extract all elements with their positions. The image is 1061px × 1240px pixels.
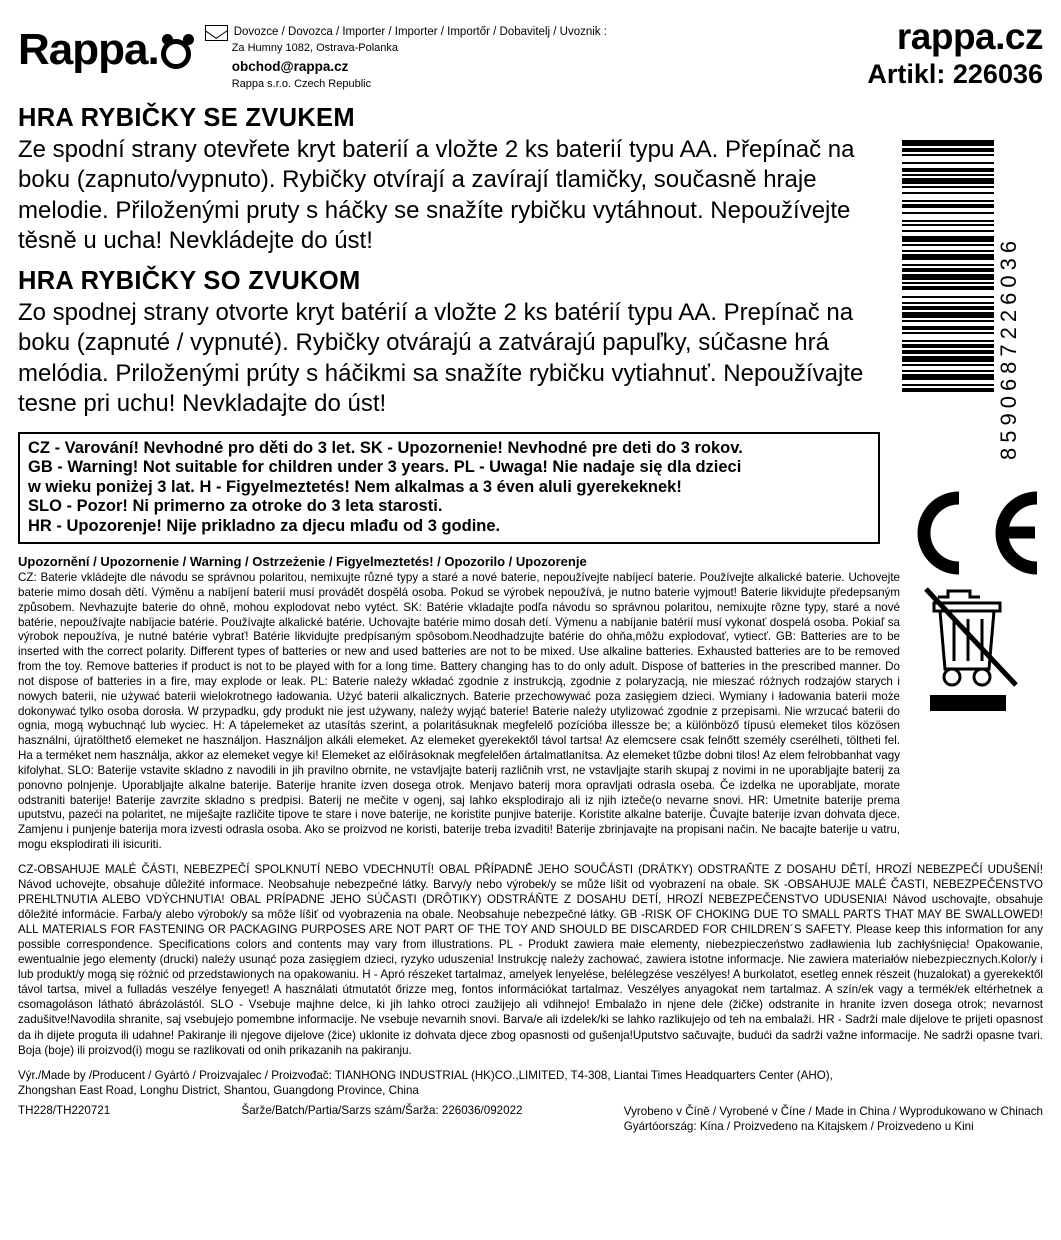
manufacturer-line-2: Zhongshan East Road, Longhu District, Shantou, Guangdong Province, China	[18, 1083, 419, 1097]
battery-warning-text: CZ: Baterie vkládejte dle návodu se správnou polaritou, nemixujte různé typy a staré a nové baterie, nepoužívejte nabíjecí baterie. Používejte alkalické baterie. Uchovejte baterie mimo dosah dětí. Výměnu a nabíjení baterií musí provádět dospělá osoba. Pokud se výrobek nepoužívá, je nutno baterie vyjmout! Baterie likvidujte předepsaným způsobem. Nevhazujte baterie do ohně, mohou explodovat nebo vytéct. SK: Batérie vkladajte podľa návodu so správnou polaritou, nemixujte rôzne typy, staré a nové batérie, nepoužívajte nabíjacie batérie. Používajte alkalické batérie. Uchovajte batérie mimo dosah detí. Výmenu a nabíjanie batérií musí vykonať dospelá osoba. Pokiaľ sa výrobok nepoužíva, je nutné batérie vybrať! Batérie likvidujte predpísaným spôsobom.Neodhadzujte batérie do ohňa,môžu explodovať, vytiecť. GB: Batteries are to be inserted with the correct polarity. Different types of batteries or new and used batteries are not to be mixed. Use alkaline batteries. Exhausted batteries are to be removed from the toy. Remove batteries if product is not to be played with for a long time. Battery changing has to do only adult. Dispose of batteries in the prescribed manner. Do not dispose of batteries in a fire, may explode or leak. PL: Baterie należy wkładać zgodnie z instrukcją, zgodnie z polaryzacją, nie mieszać różnych rodzajów starych i nowych baterii, nie używać baterii wielokrotnego ładowania. Użyć baterii alkalicznych. Baterie przechowywać poza zasięgiem dzieci. Wymiany i ładowania baterii może dokonywać tylko osoba dorosła. W przypadku, gdy produkt nie jest używany, należy wyjąć baterie! Baterie należy utylizować zgodnie z przepisami. Nie wrzucać baterii do ognia, mogą wybuchnąć lub wyciec. H: A tápelemeket az utasítás szerint, a polaritásuknak megfelelő pozícióba illessze be; a különböző típusú elemeket tilos közösen használni, újratölthető elemeket ne használjon. Használjon alkáli elemeket. Az elemeket gyerekektől távol tartsa! Az elemcsere csak felnőtt személy cserélheti, töltheti fel. Ha a terméket nem használja, akkor az elemeket vegye ki! Elemeket az előírásoknak megfelelően ártalmatlanítsa. Az elemeket tűzbe dobni tilos! Az elem felrobbanhat vagy kifolyhat. SLO: Baterije vstavite skladno z navodili in jih pravilno obrnite, ne vstavljajte baterij različnih vrst, ne vstavljajte starih skupaj z novimi in ne uporabljajte baterij za ponovno polnjenje. Uporabljajte alkalne baterije. Baterije hranite izven dosega otrok. Menjavo baterij mora opravljati odrasla oseba. Če izdelka ne uporabljate, morate odstraniti baterije! Baterije zavrzite skladno s predpisi. Baterij ne mečite v ogenj, saj lahko eksplodirajo ali iz njih izteče(o nevarne snovi. HR: Umetnite baterije prema uputstvu, pazeći na polaritet, ne miješajte različite tipove te stare i nove baterije, ne koristite punjive baterije. Koristite alkalne baterije. Čuvajte baterije izvan dohvata djece. Zamjenu i punjenje baterija mora izvesti odrasla osoba. Ako se proizvod ne koristi, baterije treba izvaditi! Baterije zbrinjavajte na propisani način. Ne bacajte baterije u vatru, mogu eksplodirati ili isicuriti.	[18, 571, 900, 851]
instructions-column	[18, 92, 894, 422]
importer-company: Rappa s.r.o. Czech Republic	[231, 78, 372, 91]
brand-logo	[18, 14, 195, 72]
footer-origin-line-2: Gyártóország: Kína / Proizvedeno na Kitajskem / Proizvedeno u Kini	[623, 1119, 974, 1133]
article-number: Artikl: 226036	[867, 58, 1043, 89]
title-sk: HRA RYBIČKY SO ZVUKOM	[18, 266, 361, 295]
footer	[18, 1104, 1043, 1134]
header	[18, 14, 1043, 92]
warning-line-5: HR - Upozorenje! Nije prikladno za djecu mlađu od 3 godine.	[28, 516, 501, 535]
footer-code: TH228/TH220721	[18, 1103, 111, 1117]
paragraph-cz: Ze spodní strany otevřete kryt baterií a vložte 2 ks baterií typu AA. Přepínač na boku (zapnuto/vypnuto). Rybičky otvírají a zavírají tlamičky, současně hraje melodie. Přiloženými pruty s háčky se snažíte rybičku vytáhnout. Nepoužívejte těsně u ucha! Nevkládejte do úst!	[18, 136, 855, 255]
battery-warning-block	[18, 571, 1043, 853]
importer-email: obchod@rappa.cz	[231, 58, 349, 74]
barcode	[902, 140, 1020, 460]
barcode-column	[894, 92, 1043, 460]
importer-address: Za Humny 1082, Ostrava-Polanka	[231, 42, 399, 54]
manufacturer-line-1: Výr./Made by /Producent / Gyártó / Proizvajalec / Proizvođač: TIANHONG INDUSTRIAL (HK)CO.,LIMITED, T4-308, Liantai Times Headquarters Center (AHO),	[18, 1068, 833, 1082]
crossed-out-wheelie-bin-icon	[916, 573, 1036, 723]
bear-head-icon	[161, 35, 195, 69]
ce-mark-icon	[895, 490, 1045, 576]
warning-line-3: w wieku poniżej 3 lat. H - Figyelmeztetés! Nem alkalmas a 3 éven aluli gyerekeknek!	[28, 477, 682, 496]
footer-batch: Šarže/Batch/Partia/Sarzs szám/Šarža: 226036/092022	[241, 1103, 523, 1117]
disposal-icons	[908, 571, 1043, 723]
manufacturer-block	[18, 1068, 1043, 1098]
barcode-digits: 8590687226036	[995, 235, 1021, 460]
importer-label: Dovozce / Dovozca / Importer / Importer / Importőr / Dobavitelj / Uvoznik :	[233, 26, 607, 38]
warning-line-2: GB - Warning! Not suitable for children under 3 years. PL - Uwaga! Nie nadaje się dla dzieci	[28, 458, 742, 477]
importer-block	[195, 14, 868, 93]
choking-warning-text: CZ-OBSAHUJE MALÉ ČÁSTI, NEBEZPEČÍ SPOLKNUTÍ NEBO VDECHNUTÍ! OBAL PŘÍPADNĚ JEHO SOUČÁSTI (DRÁTKY) ODSTRAŇTE Z DOSAHU DĚTÍ, HROZÍ NEBEZPEČÍ UDUŠENÍ! Návod uchovejte, obsahuje důležité informace. Neobsahuje nebezpečné látky. Barvy/y nebo výrobek/y se může lišit od vyobrazení na obale. SK -OBSAHUJE MALÉ ČASTI, NEBEZPEČENSTVO PREHLTNUTIA ALEBO VDÝCHNUTIA! OBAL PRÍPADNE JEHO SÚČASTI (DRÔTIKY) ODSTRÁŇTE Z DOSAHU DETÍ, HROZÍ NEBEZPEČENSTVO UDUSENIA! Návod uschovajte, obsahuje dôležité informácie. Farba/y alebo výrobok/y sa môže líšiť od vyobrazenia na obale. Neobsahuje nebezpečné látky. GB -RISK OF CHOKING DUE TO SMALL PARTS THAT MAY BE SWALLOWED! ALL MATERIALS FOR FASTENING OR PACKAGING PURPOSES ARE NOT PART OF THE TOY AND SHOULD BE DISCARDED FOR CHILDREN´S SAFETY. Please keep this information for any possible correspondence. Specifications colors and contents may vary from illustrations. PL - Produkt zawiera małe elementy, niebezpieczeństwo zadławienia lub zachłyśnięcia! Opakowanie, ewentualnie jego elementy (drucki) należy usunąć poza zasięgiem dzieci, ryzyko uduszenia! Instrukcję należy zachować, zawiera istotne informacje. Nie zawiera materiałów niebezpiecznych.Kolor/y i lub produkt/y mogą się różnić od przedstawionych na opakowaniu. H - Apró részeket tartalmaz, amelyek lenyelése, belélegzése veszélyes! A burkolatot, esetleg ennek részeit (huzalokat) a gyerekektől távol tartsa, mivel a fulladás veszélye fenyeget! A használati útmutatót őrizze meg, fontos információkat tartalmaz. Veszélyes anyagokat nem tartalmaz. A szín/ek vagy a termék/ek eltérhetnek a csomagoláson látható ábrázolástól. SLO - Vsebuje majhne delce, ki jih lahko otroci zaužijejo ali vdihnejo! Embalažo in njene dele (žičke) odstranite in hranite izven dosega otrok; nevarnost zadušitve!Navodila shranite, saj vsebujejo pomembne informacije. Ne vsebuje nevarnih snovi. Barva/e ali izdelek/ki se lahko razlikujejo od teh na embalaži. HR - Sadrži male dijelove te prijeti opasnost da ih dijete proguta ili udahne! Pakiranje ili njegove dijelove (žice) uklonite iz dohvata djece zbog opasnosti od gušenja!Uputstvo sačuvajte, budući da sadrži važne informacije. Ne sadrži opasne tvari. Boja (boje) ili proizvod(i) mogu se razlikovati od onih prikazanih na pakiranju.	[18, 862, 1043, 1057]
paragraph-sk: Zo spodnej strany otvorte kryt batérií a vložte 2 ks batérií typu AA. Prepínač na boku (zapnuté / vypnuté). Rybičky otvárajú a zatvárajú papuľky, súčasne hrá melódia. Priloženými prúty s háčikmi sa snažíte rybičku vytiahnuť. Nepoužívajte tesne pri uchu! Nevkladajte do úst!	[18, 298, 864, 418]
website-text: rappa.cz	[896, 16, 1043, 57]
footer-origin	[624, 1104, 1043, 1134]
age-warning-box	[18, 432, 880, 544]
footer-origin-line-1: Vyrobeno v Číně / Vyrobené v Číne / Made in China / Wyprodukowano w Chinach	[623, 1104, 1043, 1118]
envelope-icon	[205, 25, 228, 41]
title-cz: HRA RYBIČKY SE ZVUKEM	[18, 104, 355, 132]
warning-line-1: CZ - Varování! Nevhodné pro děti do 3 let. SK - Upozornenie! Nevhodné pre deti do 3 rokov.	[28, 438, 743, 457]
warning-line-4: SLO - Pozor! Ni primerno za otroke do 3 leta starosti.	[28, 497, 443, 516]
brand-logo-text: Rappa.	[18, 25, 159, 74]
brand-column	[867, 14, 1043, 90]
battery-warning-heading: Upozornění / Upozornenie / Warning / Ostrzeżenie / Figyelmeztetés! / Opozorilo / Upozorenje	[18, 554, 587, 570]
